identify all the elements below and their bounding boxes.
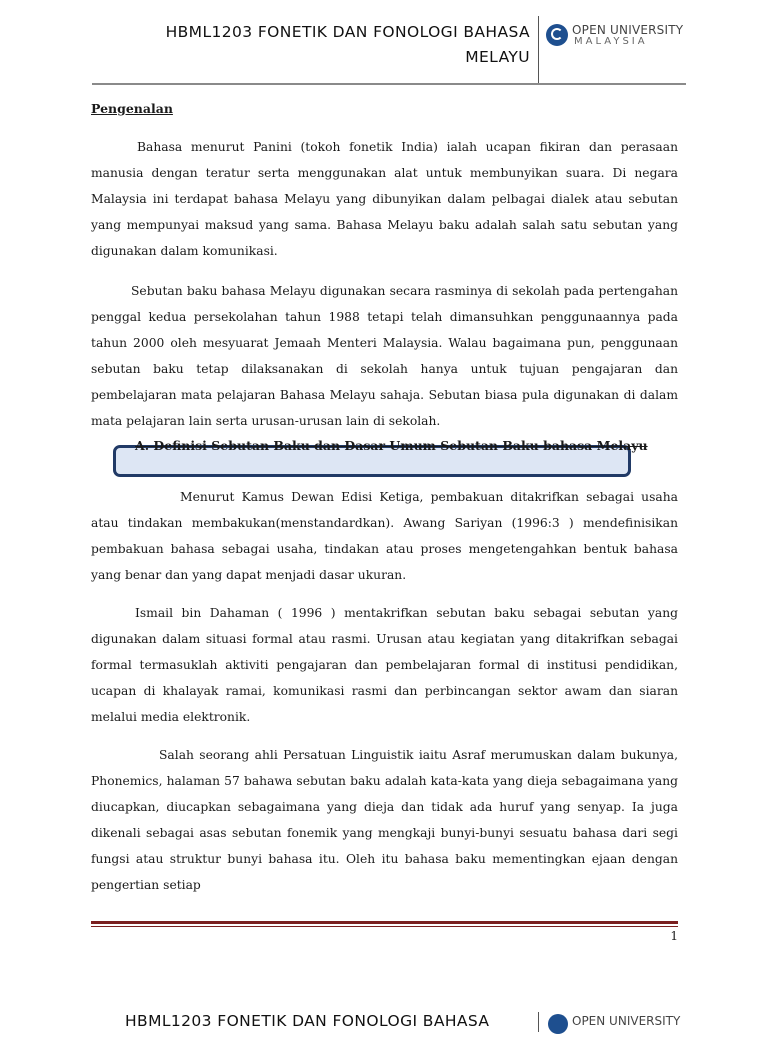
paragraph-2: Sebutan baku bahasa Melayu digunakan secara rasminya di sekolah pada pertengahan penggal kedua persekolahan tahun 1988 tetapi telah dimansuhkan penggunaannya pada tahun 2000 oleh mesyuarat Jemaah Menteri Malaysia. Walau bagaimana pun, penggunaan sebutan baku tetap dilaksanakan di sekolah hanya untuk tujuan pengajaran dan pembelajaran mata pelajaran Bahasa Melayu sahaja. Sebutan biasa pula digunakan di dalam mata pelajaran lain serta urusan-urusan lain di sekolah.	[91, 284, 678, 428]
next-page-emblem-icon	[548, 1014, 568, 1034]
paragraph-1: Bahasa menurut Panini (tokoh fonetik India) ialah ucapan fikiran dan perasaan manusia dengan teratur serta menggunakan alat untuk membunyikan suara. Di negara Malaysia ini terdapat bahasa Melayu yang dibunyikan dalam pelbagai dialek atau sebutan yang mempunyai maksud yang sama. Bahasa Melayu baku adalah salah satu sebutan yang digunakan dalam komunikasi.	[91, 140, 678, 258]
course-title: HBML1203 FONETIK DAN FONOLOGI BAHASA MELAYU	[165, 23, 530, 66]
paragraph-3: Menurut Kamus Dewan Edisi Ketiga, pembakuan ditakrifkan sebagai usaha atau tindakan membakukan(menstandardkan). Awang Sariyan (1996:3 ) mendefinisikan pembakuan bahasa sebagai usaha, tindakan atau proses mengetengahkan bentuk bahasa yang benar dan yang dapat menjadi dasar ukuran.	[91, 490, 678, 582]
logo-line-2: MALAYSIA	[574, 36, 648, 47]
header-divider	[538, 16, 539, 84]
header-rule	[92, 83, 686, 85]
logo-line-1: OPEN UNIVERSITY	[572, 23, 684, 37]
section-title: A. Definisi Sebutan Baku dan Dasar Umum Sebutan Baku bahasa Melayu	[135, 438, 648, 453]
footer-rule-thin	[91, 926, 678, 927]
university-emblem-icon	[546, 24, 568, 46]
next-page-logo-text: OPEN UNIVERSITY	[572, 1014, 681, 1028]
university-logo	[546, 24, 686, 54]
footer-rule-thick	[91, 921, 678, 924]
page-number: 1	[670, 929, 678, 943]
next-page-header	[0, 1012, 768, 1042]
section-heading-pengenalan: Pengenalan	[91, 101, 173, 116]
next-page-course-title: HBML1203 FONETIK DAN FONOLOGI BAHASA	[125, 1012, 490, 1030]
next-page-header-divider	[538, 1012, 539, 1032]
page-header	[0, 0, 768, 86]
paragraph-4: Ismail bin Dahaman ( 1996 ) mentakrifkan sebutan baku sebagai sebutan yang digunakan dalam situasi formal atau rasmi. Urusan atau kegiatan yang ditakrifkan sebagai formal termasuklah aktiviti pengajaran dan pembelajaran formal di institusi pendidikan, ucapan di khalayak ramai, komunikasi rasmi dan perbincangan sektor awam dan siaran melalui media elektronik.	[91, 606, 678, 724]
paragraph-5: Salah seorang ahli Persatuan Linguistik iaitu Asraf merumuskan dalam bukunya, Phonemics, halaman 57 bahawa sebutan baku adalah kata-kata yang dieja sebagaimana yang diucapkan, diucapkan sebagaimana yang dieja dan tidak ada huruf yang senyap. Ia juga dikenali sebagai asas sebutan fonemik yang mengkaji bunyi-bunyi sesuatu bahasa dari segi fungsi atau struktur bunyi bahasa itu. Oleh itu bahasa baku mementingkan ejaan dengan pengertian setiap	[91, 748, 678, 892]
